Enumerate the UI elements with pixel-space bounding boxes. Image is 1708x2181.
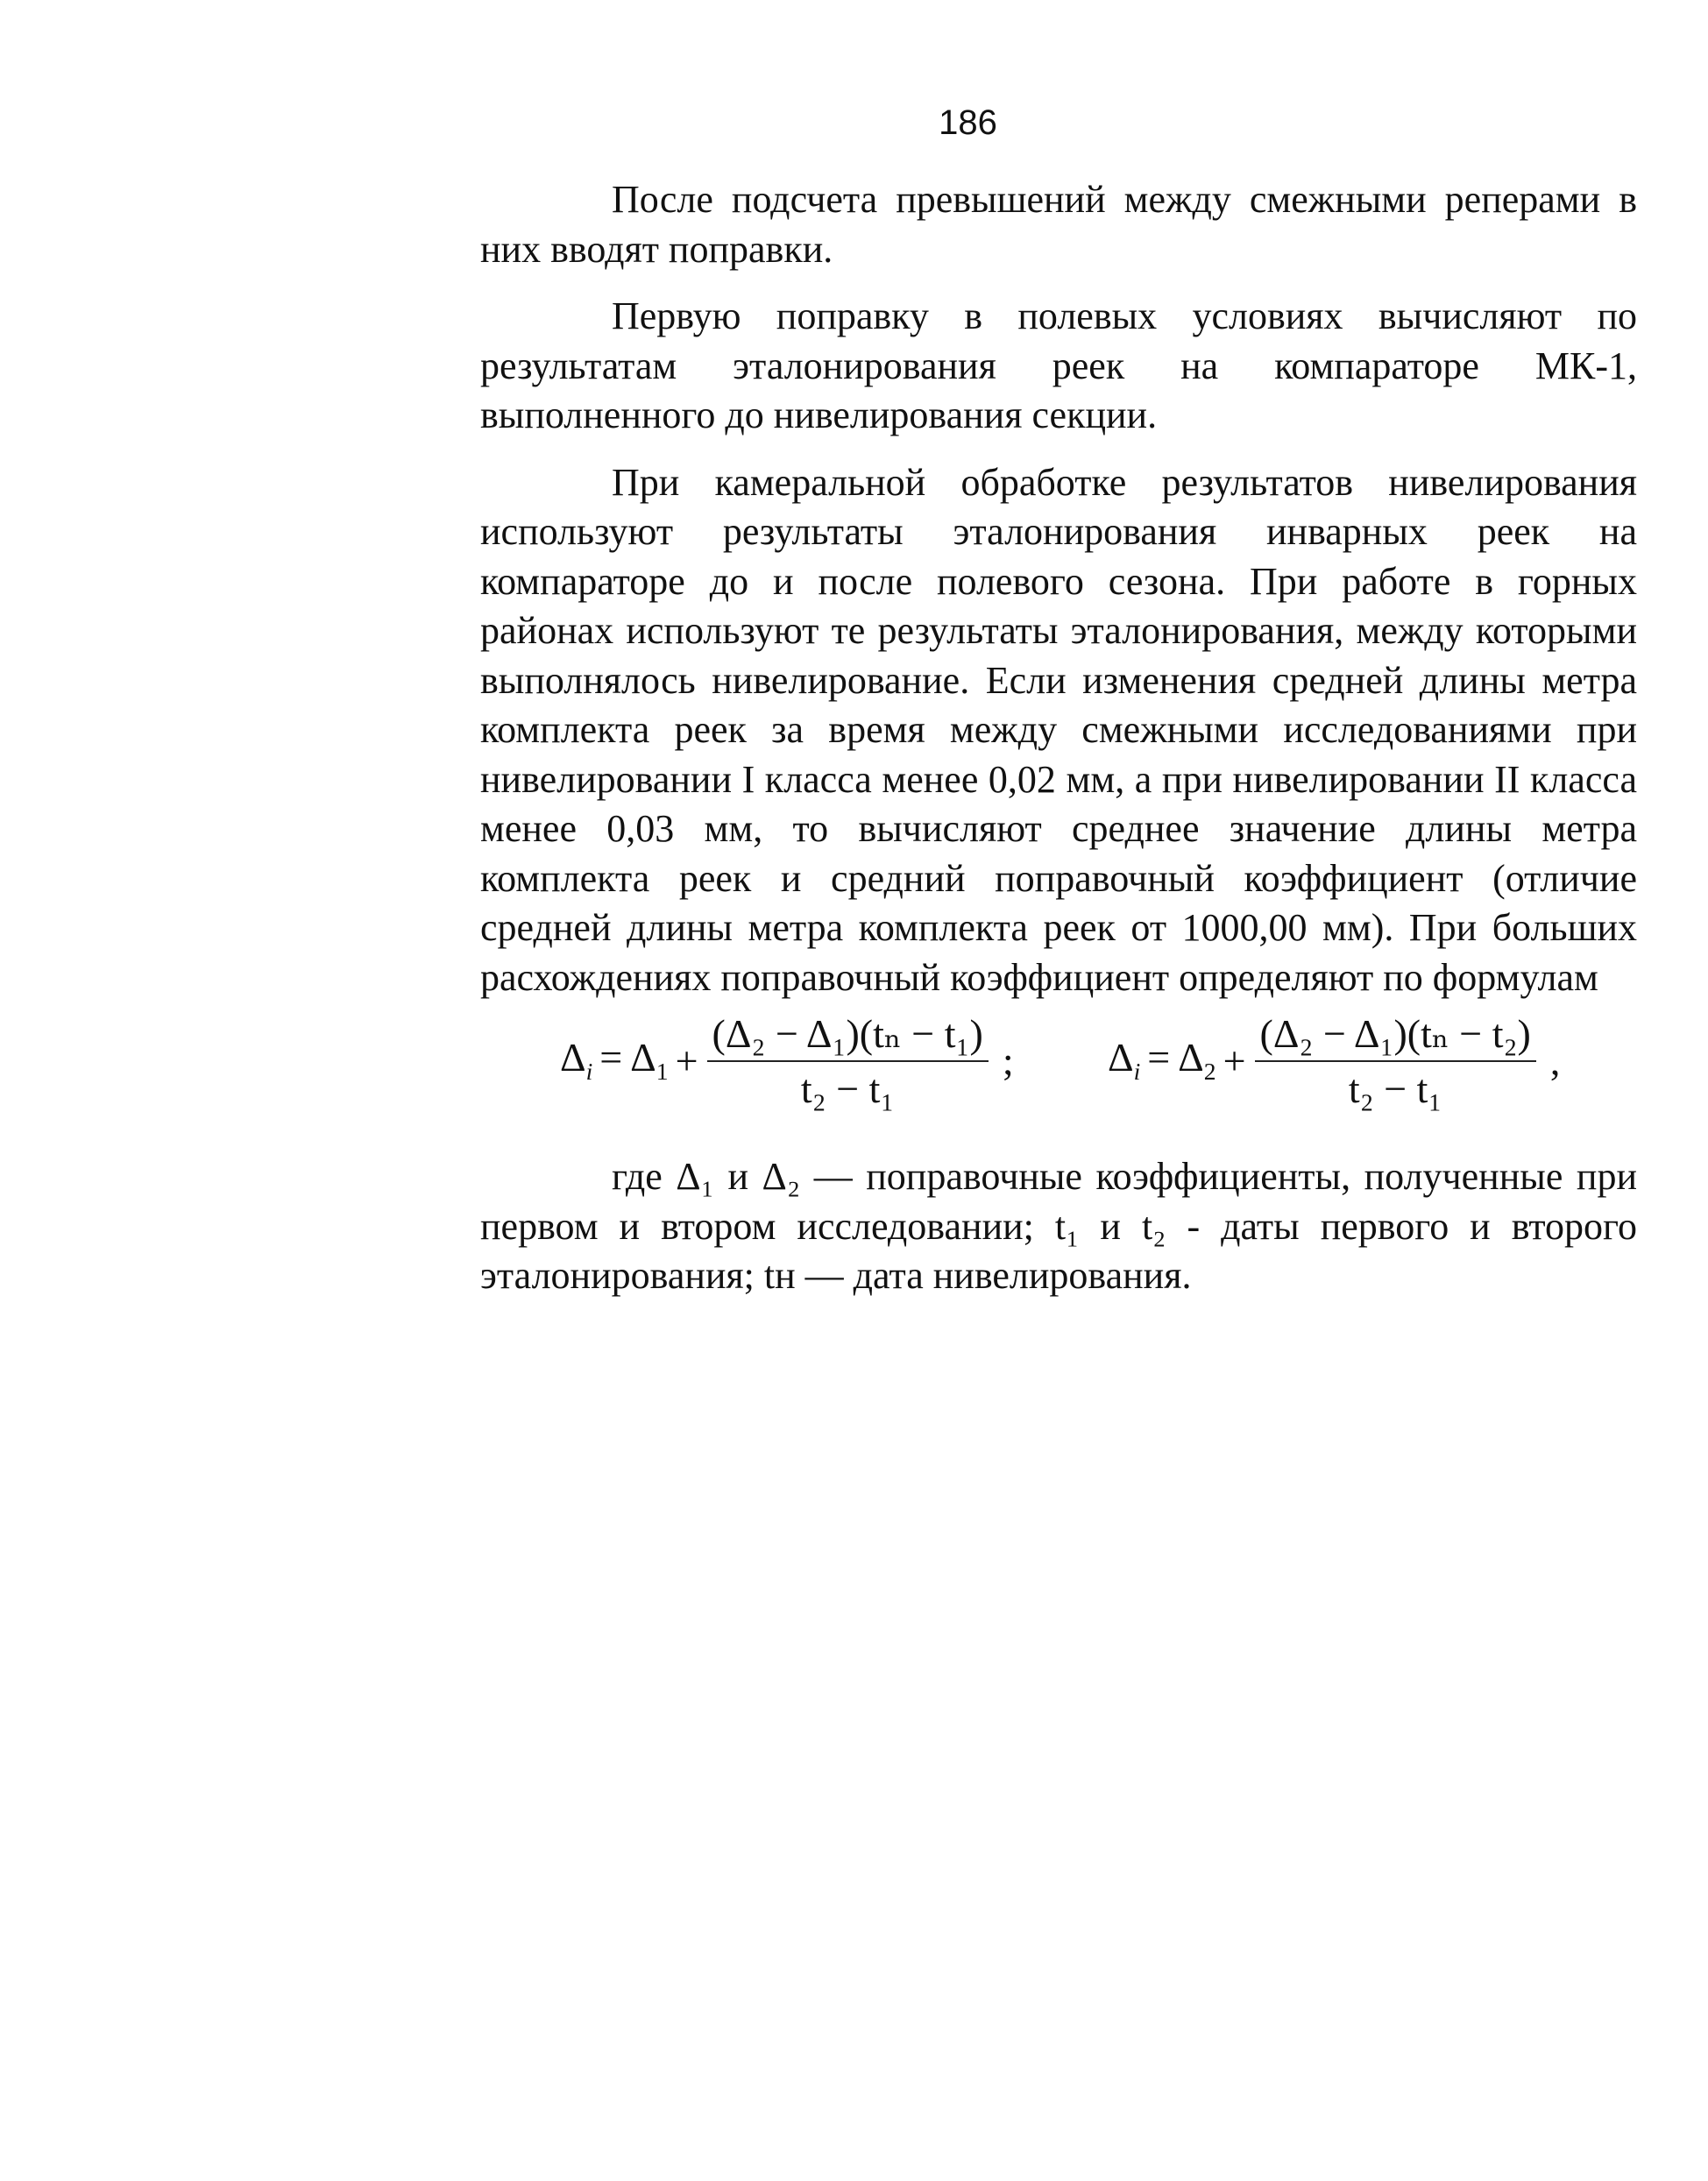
formula-2-denominator: t₂ − t₁ bbox=[1348, 1066, 1442, 1111]
formula-2-plus: + bbox=[1223, 1037, 1246, 1083]
formula-1-eq: = $\Delta_1$ bbox=[599, 1035, 669, 1086]
paragraph-3: При камеральной обработке результатов нивелирования используют результаты эталонирования инварных реек на компараторе до и после полевого сезона. При работе в горных районах используют те результаты эталонирования, между которыми выполнялось нивелирование. Если изменения средней длины метра комплекта реек за время между смежными исследованиями при нивелировании I класса менее 0,02 мм, а при нивелировании II класса менее 0,03 мм, то вычисляют среднее значение длины метра комплекта реек и средний поправочный коэффициент (отличие средней длины метра комплекта реек от 1000,00 мм). При больших расхождениях поправочный коэффициент определяют по формулам bbox=[480, 460, 1637, 999]
paragraph-1: После подсчета превышений между смежными реперами в них вводят поправки. bbox=[480, 178, 1637, 271]
formula-1-denominator: t₂ − t₁ bbox=[800, 1066, 895, 1111]
formula-2-lhs: $\Delta_i$ bbox=[1108, 1035, 1141, 1086]
formula-1 bbox=[556, 995, 1014, 1126]
paragraph-2: Первую поправку в полевых условиях вычисляют по результатам эталонирования реек на компараторе МК-1, выполненного до нивелирования секции. bbox=[480, 294, 1637, 436]
formula-2-numerator: (Δ₂ − Δ₁)(tₙ − t₂) bbox=[1255, 1009, 1536, 1062]
formula-1-numerator: (Δ₂ − Δ₁)(tₙ − t₁) bbox=[707, 1009, 989, 1062]
formula-1-lhs: $\Delta_i$ bbox=[560, 1035, 593, 1086]
paragraph-4: где Δ₁ и Δ₂ — поправочные коэффициенты, полученные при первом и втором исследовании; t₁ и t₂ - даты первого и второго эталонирования; tн — дата нивелирования. bbox=[480, 1155, 1637, 1297]
body-text-bottom bbox=[480, 1152, 1637, 1319]
formula-1-plus: + bbox=[675, 1037, 698, 1083]
formula-2-fraction bbox=[1255, 1009, 1536, 1112]
formula-2-separator: , bbox=[1549, 1037, 1561, 1083]
formula-1-fraction bbox=[707, 1009, 989, 1112]
formula-row bbox=[543, 995, 1612, 1126]
formula-2-eq: = $\Delta_2$ bbox=[1147, 1035, 1216, 1086]
page-number: 186 bbox=[939, 103, 997, 142]
body-text-top bbox=[480, 175, 1637, 1020]
formula-1-separator: ; bbox=[1002, 1037, 1014, 1083]
formula-2 bbox=[1104, 995, 1560, 1126]
